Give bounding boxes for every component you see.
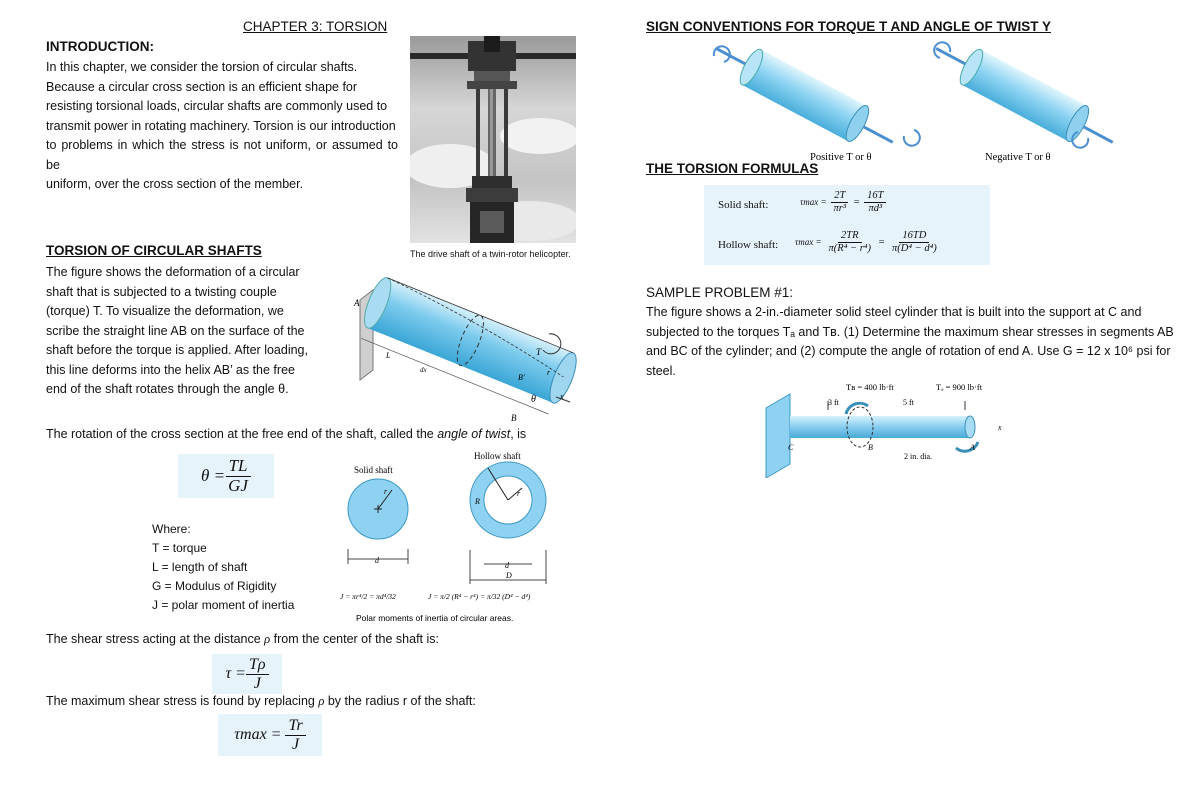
diameter-label: 2 in. dia. [904,452,932,461]
torsion-line: (torque) T. To visualize the deformation, we [46,304,284,318]
intro-line: uniform, over the cross section of the member. [46,177,304,191]
where-item: T = torque [152,541,207,555]
negative-label: Negative T or θ [985,152,1051,163]
label-dx: dx [420,366,427,374]
sample-problem-figure [760,378,1020,478]
point-C-label: C [788,443,794,452]
hollow-shaft-row-label: Hollow shaft: [718,239,779,251]
intro-heading: INTRODUCTION: [46,39,154,54]
hollow-D-label: D [506,571,512,580]
solid-d-label: d [375,556,379,565]
where-item: G = Modulus of Rigidity [152,579,277,593]
max-shear-formula: τmax = $\frac{Tr}{J}$ [218,714,322,756]
shear-sentence: The shear stress acting at the distance ρ from the center of the shaft is: [46,632,440,646]
hollow-J-formula: J = π/2 (R⁴ − r⁴) = π/32 (D⁴ − d⁴) [428,592,531,601]
hollow-R-label: R [475,497,480,506]
label-T: T [536,347,542,357]
where-item: L = length of shaft [152,560,248,574]
intro-line: to problems in which the stress is not uniform, or assumed to be [46,138,398,172]
sample-problem-text [646,303,1184,381]
cross-section-caption: Polar moments of inertia of circular areas. [356,613,514,623]
solid-J-formula: J = πr⁴/2 = πd⁴/32 [340,592,396,601]
torsion-line: shaft that is subjected to a twisting couple [46,284,277,299]
label-L: L [386,351,391,360]
torsion-paragraph [46,263,310,400]
point-B-label: B [868,443,873,452]
solid-shaft-formula: τmax = $\frac{2T}{\text{πr³}}$ = $\frac{16T}{\text{πd³}}$ [800,190,886,214]
length-3ft-label: 3 ft [828,398,839,407]
label-A: A [354,298,360,308]
sample-line: and BC of the cylinder; and (2) compute the angle of rotation of end A. Use G = 12 x 10⁶ psi for [646,344,1171,358]
torque-TA-label: Tₐ = 900 lb·ft [936,382,983,392]
solid-r-label: r [384,487,388,496]
sample-line: subjected to the torques Tₐ and Tʙ. (1) Determine the maximum shear stresses in segments AB [646,324,1174,339]
where-label: Where: [152,522,191,536]
intro-line: transmit power in rotating machinery. Torsion is our introduction [46,118,396,133]
sign-conventions-figure [700,38,1120,163]
label-Bprime: B′ [518,373,525,382]
axis-x-label: x [998,423,1002,432]
intro-line: Because a circular cross section is an efficient shape for [46,79,358,94]
intro-line: resisting torsional loads, circular shafts are commonly used to [46,99,388,113]
twisted-shaft-figure [338,262,578,422]
point-A-label: A [970,443,975,452]
where-list [152,520,294,615]
label-r: r [547,368,551,377]
photo-caption: The drive shaft of a twin-rotor helicopter. [410,249,571,259]
twist-formula: θ = $\frac{TL}{GJ}$ [178,454,274,498]
hollow-shaft-formula: τmax = $\frac{2TR}{\text{π(R⁴ − r⁴)}}$ = $\frac{16TD}{\text{π(D⁴ − d⁴)}}$ [795,230,937,254]
cross-section-figure [326,446,586,628]
hollow-d-label: d [505,561,509,570]
hollow-r-label: r [517,489,521,498]
torsion-heading: TORSION OF CIRCULAR SHAFTS [46,243,262,258]
solid-shaft-row-label: Solid shaft: [718,199,769,211]
torsion-line: scribe the straight line AB on the surface of the [46,323,305,338]
intro-line: In this chapter, we consider the torsion of circular shafts. [46,60,358,74]
hollow-shaft-label: Hollow shaft [474,451,521,461]
sign-conventions-heading: SIGN CONVENTIONS FOR TORQUE T AND ANGLE OF TWIST Y [646,19,1052,34]
sample-line: steel. [646,363,676,378]
sample-problem-heading: SAMPLE PROBLEM #1: [646,285,794,300]
label-theta: θ [531,394,536,405]
torsion-line: The figure shows the deformation of a circular [46,265,300,279]
shear-formula: τ = $\frac{T\rho}{J}$ [212,654,282,694]
label-B: B [511,413,517,422]
torsion-line: end of the shaft rotates through the angle θ. [46,382,289,396]
sample-line: The figure shows a 2-in.-diameter solid steel cylinder that is built into the support at C and [646,305,1142,319]
label-x: x [560,392,564,401]
torsion-line: shaft before the torque is applied. After loading, [46,343,308,357]
length-5ft-label: 5 ft [903,398,914,407]
where-item: J = polar moment of inertia [152,598,295,612]
torsion-line: this line deforms into the helix AB’ as the free [46,362,295,377]
max-sentence: The maximum shear stress is found by replacing ρ by the radius r of the shaft: [46,694,476,708]
solid-shaft-label: Solid shaft [354,465,393,475]
helicopter-driveshaft-photo [410,36,576,243]
angle-of-twist-term: angle of twist [437,427,511,441]
intro-paragraph [46,58,398,195]
chapter-title: CHAPTER 3: TORSION [243,19,388,34]
twist-sentence: The rotation of the cross section at the free end of the shaft, called the angle of twist, is [46,427,527,441]
torsion-formulas-heading: THE TORSION FORMULAS [646,161,819,176]
torque-TB-label: Tʙ = 400 lb·ft [846,382,894,392]
positive-label: Positive T or θ [810,152,872,163]
